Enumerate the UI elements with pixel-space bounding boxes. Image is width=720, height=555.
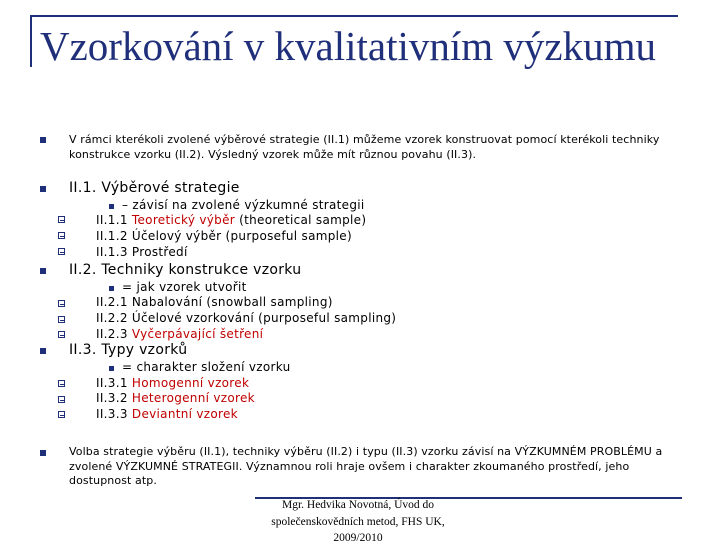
bullet-square-icon <box>109 204 114 209</box>
list-item: II.1.2 Účelový výběr (purposeful sample) <box>96 229 352 243</box>
footer-line-2: společenskovědních metod, FHS UK, <box>271 515 445 528</box>
list-item: II.2.3 Vyčerpávající šetření <box>96 327 264 341</box>
outro-line-2: zvolené VÝZKUMNÉ STRATEGII. Významnou roli hraje ovšem i charakter zkoumaného prostředí, jeho <box>69 460 630 473</box>
bullet-square-icon <box>40 348 46 354</box>
list-item: II.3.3 Deviantní vzorek <box>96 407 238 421</box>
section-note-2: = jak vzorek utvořit <box>122 280 247 294</box>
list-item: II.3.2 Heterogenní vzorek <box>96 391 255 405</box>
outro-line-3: dostupnost atp. <box>69 474 157 487</box>
bullet-square-icon <box>109 286 114 291</box>
sub-bullet-icon <box>58 411 65 418</box>
sub-bullet-icon <box>58 380 65 387</box>
sub-bullet-icon <box>58 396 65 403</box>
title-frame-top <box>30 15 678 17</box>
list-item: II.3.1 Homogenní vzorek <box>96 376 250 390</box>
sub-bullet-icon <box>58 300 65 307</box>
footer-line-1: Mgr. Hedvika Novotná, Úvod do <box>281 499 435 511</box>
title-frame-left <box>30 15 32 67</box>
section-note-1: – závisí na zvolené výzkumné strategii <box>122 198 365 212</box>
sub-bullet-icon <box>58 331 65 338</box>
section-heading-1: II.1. Výběrové strategie <box>69 180 240 196</box>
bullet-square-icon <box>109 366 114 371</box>
intro-line-1: V rámci kterékoli zvolené výběrové strategie (II.1) můžeme vzorek konstruovat pomocí kterékoli techniky <box>69 133 660 146</box>
intro-line-2: konstrukce vzorku (II.2). Výsledný vzorek může mít různou povahu (II.3). <box>69 148 477 161</box>
bullet-square-icon <box>40 137 46 143</box>
footer-credit <box>258 497 458 547</box>
section-note-3: = charakter složení vzorku <box>122 360 291 374</box>
footer-line-3: 2009/2010 <box>333 532 383 545</box>
sub-bullet-icon <box>58 248 65 255</box>
list-item: II.1.3 Prostředí <box>96 245 188 259</box>
slide-title: Vzorkování v kvalitativním výzkumu <box>40 23 657 69</box>
list-item: II.1.1 Teoretický výběr (theoretical sample) <box>96 213 367 227</box>
section-heading-3: II.3. Typy vzorků <box>69 342 188 358</box>
bullet-square-icon <box>40 450 46 456</box>
sub-bullet-icon <box>58 232 65 239</box>
sub-bullet-icon <box>58 316 65 323</box>
list-item: II.2.2 Účelové vzorkování (purposeful sampling) <box>96 311 397 325</box>
list-item: II.2.1 Nabalování (snowball sampling) <box>96 295 333 309</box>
bullet-square-icon <box>40 268 46 274</box>
outro-line-1: Volba strategie výběru (II.1), techniky výběru (II.2) i typu (II.3) vzorku závisí na VÝZKUMNÉM PROBLÉMU a <box>69 445 663 458</box>
section-heading-2: II.2. Techniky konstrukce vzorku <box>69 262 302 278</box>
sub-bullet-icon <box>58 216 65 223</box>
bullet-square-icon <box>40 186 46 192</box>
